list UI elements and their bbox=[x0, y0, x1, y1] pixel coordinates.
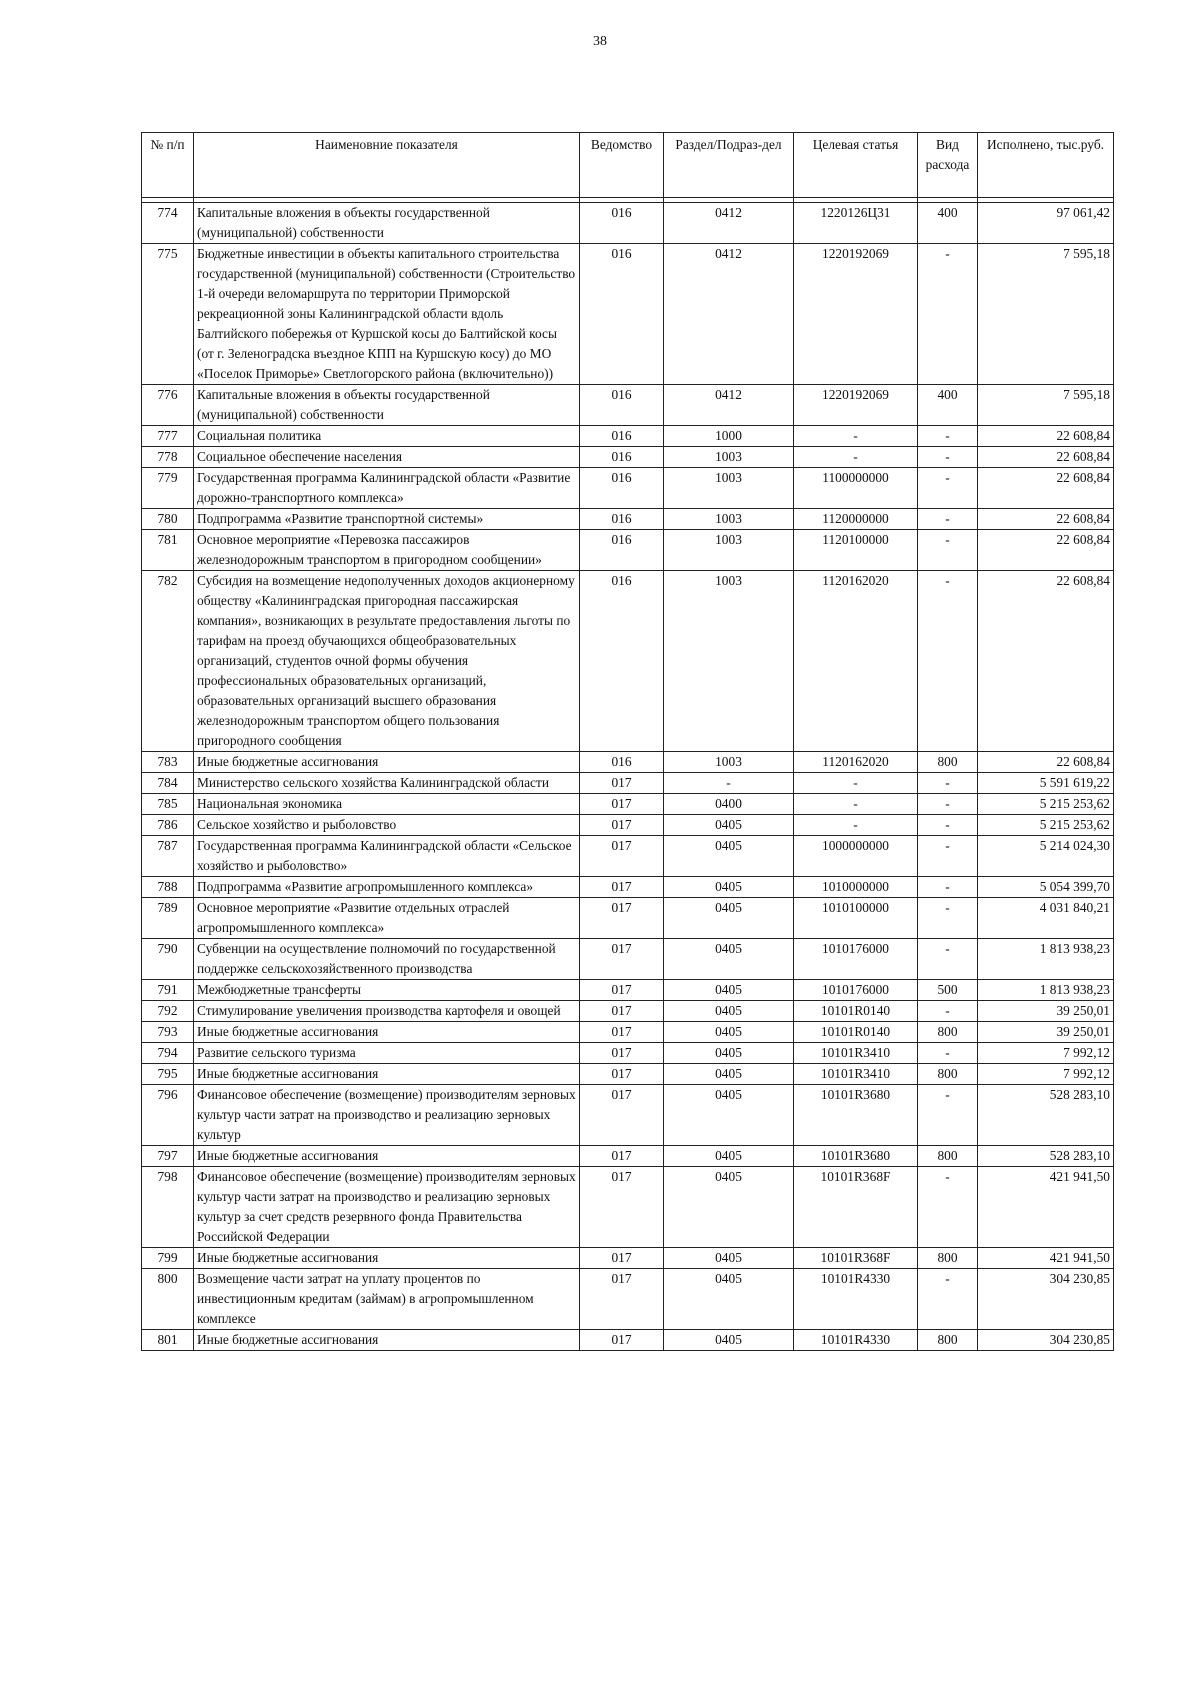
executed-amount: 7 595,18 bbox=[978, 385, 1114, 426]
executed-amount: 5 215 253,62 bbox=[978, 815, 1114, 836]
department-code: 016 bbox=[580, 244, 664, 385]
expense-kind: 800 bbox=[918, 1146, 978, 1167]
target-article: - bbox=[794, 815, 918, 836]
department-code: 017 bbox=[580, 794, 664, 815]
indicator-name: Подпрограмма «Развитие агропромышленного комплекса» bbox=[194, 877, 580, 898]
department-code: 017 bbox=[580, 939, 664, 980]
row-number: 781 bbox=[142, 530, 194, 571]
indicator-name: Финансовое обеспечение (возмещение) производителям зерновых культур части затрат на производство и реализацию зерновых культур за счет средств резервного фонда Правительства Российской Федерации bbox=[194, 1167, 580, 1248]
expense-kind: - bbox=[918, 244, 978, 385]
section-code: 1003 bbox=[664, 752, 794, 773]
target-article: - bbox=[794, 773, 918, 794]
executed-amount: 5 215 253,62 bbox=[978, 794, 1114, 815]
target-article: 10101R3680 bbox=[794, 1146, 918, 1167]
executed-amount: 22 608,84 bbox=[978, 447, 1114, 468]
target-article: 1000000000 bbox=[794, 836, 918, 877]
department-code: 016 bbox=[580, 509, 664, 530]
expense-kind: - bbox=[918, 1085, 978, 1146]
table-row bbox=[142, 980, 1114, 1001]
executed-amount: 421 941,50 bbox=[978, 1167, 1114, 1248]
section-code: 1003 bbox=[664, 447, 794, 468]
table-row bbox=[142, 877, 1114, 898]
section-code: 1003 bbox=[664, 530, 794, 571]
indicator-name: Иные бюджетные ассигнования bbox=[194, 1146, 580, 1167]
target-article: 1010176000 bbox=[794, 939, 918, 980]
row-number: 785 bbox=[142, 794, 194, 815]
executed-amount: 22 608,84 bbox=[978, 752, 1114, 773]
table-row bbox=[142, 1146, 1114, 1167]
table-row bbox=[142, 385, 1114, 426]
row-number: 796 bbox=[142, 1085, 194, 1146]
row-number: 780 bbox=[142, 509, 194, 530]
department-code: 016 bbox=[580, 426, 664, 447]
executed-amount: 4 031 840,21 bbox=[978, 898, 1114, 939]
department-code: 017 bbox=[580, 1022, 664, 1043]
table-row bbox=[142, 1022, 1114, 1043]
department-code: 017 bbox=[580, 1146, 664, 1167]
department-code: 017 bbox=[580, 980, 664, 1001]
expense-kind: - bbox=[918, 468, 978, 509]
table-row bbox=[142, 203, 1114, 244]
expense-kind: 800 bbox=[918, 1248, 978, 1269]
row-number: 794 bbox=[142, 1043, 194, 1064]
expense-kind: - bbox=[918, 773, 978, 794]
row-number: 778 bbox=[142, 447, 194, 468]
table-row bbox=[142, 1269, 1114, 1330]
header-section: Раздел/Подраз-дел bbox=[664, 133, 794, 198]
target-article: 1120000000 bbox=[794, 509, 918, 530]
table-row bbox=[142, 773, 1114, 794]
department-code: 017 bbox=[580, 1064, 664, 1085]
indicator-name: Иные бюджетные ассигнования bbox=[194, 1248, 580, 1269]
section-code: 1003 bbox=[664, 468, 794, 509]
row-number: 788 bbox=[142, 877, 194, 898]
section-code: 0405 bbox=[664, 898, 794, 939]
target-article: 10101R3410 bbox=[794, 1064, 918, 1085]
expense-kind: - bbox=[918, 571, 978, 752]
section-code: 0405 bbox=[664, 815, 794, 836]
department-code: 016 bbox=[580, 571, 664, 752]
section-code: 0405 bbox=[664, 1085, 794, 1146]
executed-amount: 7 595,18 bbox=[978, 244, 1114, 385]
expense-kind: - bbox=[918, 1043, 978, 1064]
department-code: 016 bbox=[580, 203, 664, 244]
indicator-name: Бюджетные инвестиции в объекты капитального строительства государственной (муниципальной) собственности (Строительство 1-й очереди веломаршрута по территории Приморской рекреационной зоны Калининградской области вдоль Балтийского побережья от Куршской косы до Балтийской косы (от г. Зеленоградска въездное КПП на Куршскую косу) до МО «Поселок Приморье» Светлогорского района (включительно)) bbox=[194, 244, 580, 385]
department-code: 016 bbox=[580, 447, 664, 468]
row-number: 779 bbox=[142, 468, 194, 509]
executed-amount: 421 941,50 bbox=[978, 1248, 1114, 1269]
indicator-name: Стимулирование увеличения производства картофеля и овощей bbox=[194, 1001, 580, 1022]
executed-amount: 39 250,01 bbox=[978, 1022, 1114, 1043]
target-article: 1220192069 bbox=[794, 385, 918, 426]
executed-amount: 22 608,84 bbox=[978, 509, 1114, 530]
indicator-name: Капитальные вложения в объекты государственной (муниципальной) собственности bbox=[194, 203, 580, 244]
target-article: 1220192069 bbox=[794, 244, 918, 385]
expense-kind: 800 bbox=[918, 1330, 978, 1351]
table-row bbox=[142, 939, 1114, 980]
expense-kind: - bbox=[918, 898, 978, 939]
row-number: 774 bbox=[142, 203, 194, 244]
table-row bbox=[142, 794, 1114, 815]
section-code: 0405 bbox=[664, 1269, 794, 1330]
indicator-name: Иные бюджетные ассигнования bbox=[194, 752, 580, 773]
indicator-name: Субвенции на осуществление полномочий по государственной поддержке сельскохозяйственного производства bbox=[194, 939, 580, 980]
indicator-name: Межбюджетные трансферты bbox=[194, 980, 580, 1001]
expense-kind: - bbox=[918, 447, 978, 468]
section-code: 0412 bbox=[664, 244, 794, 385]
indicator-name: Социальная политика bbox=[194, 426, 580, 447]
section-code: 0405 bbox=[664, 877, 794, 898]
section-code: 0412 bbox=[664, 385, 794, 426]
section-code: 1003 bbox=[664, 509, 794, 530]
table-row bbox=[142, 752, 1114, 773]
executed-amount: 7 992,12 bbox=[978, 1064, 1114, 1085]
table-row bbox=[142, 1064, 1114, 1085]
department-code: 017 bbox=[580, 1085, 664, 1146]
expense-kind: 500 bbox=[918, 980, 978, 1001]
table-row bbox=[142, 244, 1114, 385]
indicator-name: Государственная программа Калининградской области «Сельское хозяйство и рыболовство» bbox=[194, 836, 580, 877]
row-number: 783 bbox=[142, 752, 194, 773]
executed-amount: 22 608,84 bbox=[978, 571, 1114, 752]
row-number: 795 bbox=[142, 1064, 194, 1085]
table-row bbox=[142, 426, 1114, 447]
executed-amount: 7 992,12 bbox=[978, 1043, 1114, 1064]
target-article: 1120162020 bbox=[794, 571, 918, 752]
target-article: 10101R3680 bbox=[794, 1085, 918, 1146]
target-article: 10101R368F bbox=[794, 1167, 918, 1248]
executed-amount: 1 813 938,23 bbox=[978, 939, 1114, 980]
section-code: 0405 bbox=[664, 1043, 794, 1064]
indicator-name: Государственная программа Калининградской области «Развитие дорожно-транспортного комплекса» bbox=[194, 468, 580, 509]
indicator-name: Финансовое обеспечение (возмещение) производителям зерновых культур части затрат на производство и реализацию зерновых культур bbox=[194, 1085, 580, 1146]
executed-amount: 528 283,10 bbox=[978, 1146, 1114, 1167]
section-code: 0400 bbox=[664, 794, 794, 815]
expense-kind: - bbox=[918, 939, 978, 980]
expense-kind: - bbox=[918, 1167, 978, 1248]
section-code: 0405 bbox=[664, 939, 794, 980]
expense-kind: - bbox=[918, 877, 978, 898]
expense-kind: - bbox=[918, 1001, 978, 1022]
target-article: 10101R4330 bbox=[794, 1269, 918, 1330]
target-article: 10101R3410 bbox=[794, 1043, 918, 1064]
target-article: - bbox=[794, 426, 918, 447]
indicator-name: Подпрограмма «Развитие транспортной системы» bbox=[194, 509, 580, 530]
indicator-name: Национальная экономика bbox=[194, 794, 580, 815]
expense-kind: 800 bbox=[918, 1022, 978, 1043]
row-number: 786 bbox=[142, 815, 194, 836]
table-row bbox=[142, 1167, 1114, 1248]
department-code: 017 bbox=[580, 836, 664, 877]
section-code: 0405 bbox=[664, 1001, 794, 1022]
section-code: 0412 bbox=[664, 203, 794, 244]
department-code: 017 bbox=[580, 1043, 664, 1064]
executed-amount: 22 608,84 bbox=[978, 468, 1114, 509]
row-number: 784 bbox=[142, 773, 194, 794]
executed-amount: 304 230,85 bbox=[978, 1269, 1114, 1330]
header-amount: Исполнено, тыс.руб. bbox=[978, 133, 1114, 198]
department-code: 016 bbox=[580, 752, 664, 773]
target-article: 1010100000 bbox=[794, 898, 918, 939]
target-article: 1100000000 bbox=[794, 468, 918, 509]
expense-kind: - bbox=[918, 426, 978, 447]
indicator-name: Социальное обеспечение населения bbox=[194, 447, 580, 468]
header-dept: Ведомство bbox=[580, 133, 664, 198]
target-article: 10101R0140 bbox=[794, 1022, 918, 1043]
target-article: - bbox=[794, 794, 918, 815]
section-code: - bbox=[664, 773, 794, 794]
expense-kind: 400 bbox=[918, 203, 978, 244]
department-code: 017 bbox=[580, 1269, 664, 1330]
department-code: 017 bbox=[580, 1001, 664, 1022]
executed-amount: 5 054 399,70 bbox=[978, 877, 1114, 898]
indicator-name: Основное мероприятие «Развитие отдельных отраслей агропромышленного комплекса» bbox=[194, 898, 580, 939]
row-number: 782 bbox=[142, 571, 194, 752]
table-row bbox=[142, 815, 1114, 836]
target-article: 1120100000 bbox=[794, 530, 918, 571]
table-row bbox=[142, 1248, 1114, 1269]
row-number: 798 bbox=[142, 1167, 194, 1248]
expense-kind: - bbox=[918, 836, 978, 877]
department-code: 016 bbox=[580, 530, 664, 571]
expense-kind: - bbox=[918, 509, 978, 530]
indicator-name: Иные бюджетные ассигнования bbox=[194, 1064, 580, 1085]
row-number: 776 bbox=[142, 385, 194, 426]
section-code: 0405 bbox=[664, 1146, 794, 1167]
indicator-name: Иные бюджетные ассигнования bbox=[194, 1330, 580, 1351]
target-article: 10101R368F bbox=[794, 1248, 918, 1269]
table-row bbox=[142, 1043, 1114, 1064]
expense-kind: 800 bbox=[918, 752, 978, 773]
executed-amount: 5 214 024,30 bbox=[978, 836, 1114, 877]
table-row bbox=[142, 571, 1114, 752]
row-number: 775 bbox=[142, 244, 194, 385]
executed-amount: 528 283,10 bbox=[978, 1085, 1114, 1146]
target-article: 1220126Ц31 bbox=[794, 203, 918, 244]
indicator-name: Основное мероприятие «Перевозка пассажиров железнодорожным транспортом в пригородном сообщении» bbox=[194, 530, 580, 571]
indicator-name: Министерство сельского хозяйства Калининградской области bbox=[194, 773, 580, 794]
expense-kind: 800 bbox=[918, 1064, 978, 1085]
department-code: 016 bbox=[580, 468, 664, 509]
indicator-name: Развитие сельского туризма bbox=[194, 1043, 580, 1064]
row-number: 800 bbox=[142, 1269, 194, 1330]
section-code: 1003 bbox=[664, 571, 794, 752]
section-code: 0405 bbox=[664, 1167, 794, 1248]
row-number: 777 bbox=[142, 426, 194, 447]
table-row bbox=[142, 898, 1114, 939]
row-number: 797 bbox=[142, 1146, 194, 1167]
table-row bbox=[142, 468, 1114, 509]
executed-amount: 97 061,42 bbox=[978, 203, 1114, 244]
executed-amount: 304 230,85 bbox=[978, 1330, 1114, 1351]
header-name: Наименовние показателя bbox=[194, 133, 580, 198]
target-article: - bbox=[794, 447, 918, 468]
section-code: 0405 bbox=[664, 1022, 794, 1043]
executed-amount: 39 250,01 bbox=[978, 1001, 1114, 1022]
target-article: 1010000000 bbox=[794, 877, 918, 898]
table-body bbox=[142, 203, 1114, 1351]
executed-amount: 22 608,84 bbox=[978, 530, 1114, 571]
table-row bbox=[142, 530, 1114, 571]
table-row bbox=[142, 836, 1114, 877]
indicator-name: Иные бюджетные ассигнования bbox=[194, 1022, 580, 1043]
indicator-name: Возмещение части затрат на уплату процентов по инвестиционным кредитам (займам) в агропромышленном комплексе bbox=[194, 1269, 580, 1330]
budget-execution-table bbox=[141, 132, 1114, 1351]
department-code: 017 bbox=[580, 1248, 664, 1269]
expense-kind: - bbox=[918, 1269, 978, 1330]
row-number: 787 bbox=[142, 836, 194, 877]
expense-kind: - bbox=[918, 815, 978, 836]
table-row bbox=[142, 1330, 1114, 1351]
executed-amount: 22 608,84 bbox=[978, 426, 1114, 447]
row-number: 793 bbox=[142, 1022, 194, 1043]
executed-amount: 5 591 619,22 bbox=[978, 773, 1114, 794]
section-code: 0405 bbox=[664, 1064, 794, 1085]
section-code: 0405 bbox=[664, 836, 794, 877]
department-code: 016 bbox=[580, 385, 664, 426]
row-number: 801 bbox=[142, 1330, 194, 1351]
department-code: 017 bbox=[580, 1167, 664, 1248]
target-article: 1120162020 bbox=[794, 752, 918, 773]
expense-kind: - bbox=[918, 794, 978, 815]
section-code: 0405 bbox=[664, 1330, 794, 1351]
table-row bbox=[142, 1001, 1114, 1022]
table-row bbox=[142, 509, 1114, 530]
table-header-row bbox=[142, 133, 1114, 198]
executed-amount: 1 813 938,23 bbox=[978, 980, 1114, 1001]
expense-kind: 400 bbox=[918, 385, 978, 426]
department-code: 017 bbox=[580, 773, 664, 794]
department-code: 017 bbox=[580, 815, 664, 836]
row-number: 789 bbox=[142, 898, 194, 939]
header-kind: Вид расхода bbox=[918, 133, 978, 198]
page-number: 38 bbox=[593, 34, 607, 49]
target-article: 10101R0140 bbox=[794, 1001, 918, 1022]
table-row bbox=[142, 447, 1114, 468]
indicator-name: Сельское хозяйство и рыболовство bbox=[194, 815, 580, 836]
expense-kind: - bbox=[918, 530, 978, 571]
indicator-name: Капитальные вложения в объекты государственной (муниципальной) собственности bbox=[194, 385, 580, 426]
department-code: 017 bbox=[580, 1330, 664, 1351]
section-code: 0405 bbox=[664, 980, 794, 1001]
row-number: 792 bbox=[142, 1001, 194, 1022]
target-article: 10101R4330 bbox=[794, 1330, 918, 1351]
section-code: 0405 bbox=[664, 1248, 794, 1269]
header-num: № п/п bbox=[142, 133, 194, 198]
header-target: Целевая статья bbox=[794, 133, 918, 198]
row-number: 799 bbox=[142, 1248, 194, 1269]
department-code: 017 bbox=[580, 898, 664, 939]
indicator-name: Субсидия на возмещение недополученных доходов акционерному обществу «Калининградская пригородная пассажирская компания», возникающих в результате предоставления льготы по тарифам на проезд обучающихся общеобразовательных организаций, студентов очной формы обучения профессиональных образовательных организаций, образовательных организаций высшего образования железнодорожным транспортом общего пользования пригородного сообщения bbox=[194, 571, 580, 752]
row-number: 791 bbox=[142, 980, 194, 1001]
row-number: 790 bbox=[142, 939, 194, 980]
table-row bbox=[142, 1085, 1114, 1146]
section-code: 1000 bbox=[664, 426, 794, 447]
target-article: 1010176000 bbox=[794, 980, 918, 1001]
department-code: 017 bbox=[580, 877, 664, 898]
